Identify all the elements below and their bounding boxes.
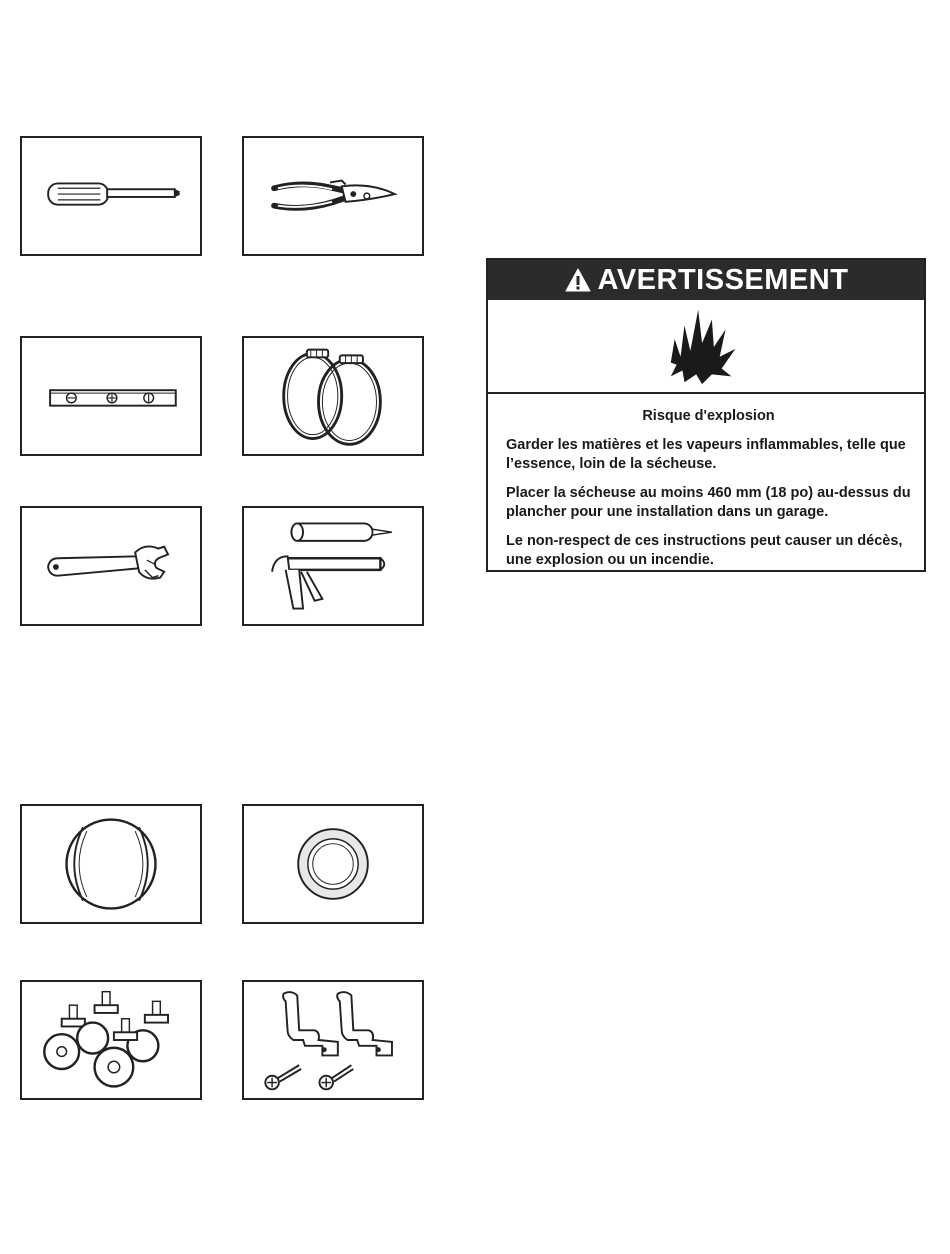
- level-icon: [22, 338, 200, 454]
- warning-title: AVERTISSEMENT: [597, 263, 849, 296]
- tile-level: [20, 336, 202, 456]
- caulking-gun-icon: [244, 508, 422, 624]
- tile-tin-snips: [242, 136, 424, 256]
- adjustable-wrench-icon: [22, 508, 200, 624]
- tile-ring-seal: [242, 804, 424, 924]
- warning-header: [488, 260, 924, 300]
- casters-icon: [22, 982, 200, 1098]
- tile-caulking-gun: [242, 506, 424, 626]
- warning-body: [506, 408, 911, 580]
- tile-casters: [20, 980, 202, 1100]
- tile-duct-clamps: [242, 336, 424, 456]
- tile-adjustable-wrench: [20, 506, 202, 626]
- warning-paragraph: Garder les matières et les vapeurs inflammables, telle que l’essence, loin de la sécheuse.: [506, 437, 906, 472]
- screwdriver-icon: [22, 138, 200, 254]
- warning-heading: Risque d'explosion: [642, 408, 775, 424]
- brackets-screws-icon: [244, 982, 422, 1098]
- explosion-symbol-area: [488, 300, 924, 394]
- warning-paragraph: Placer la sécheuse au moins 460 mm (18 po) au-dessus du plancher pour une installation dans un garage.: [506, 485, 911, 520]
- explosion-icon: [488, 300, 924, 392]
- warning-box: [486, 258, 926, 572]
- duct-clamps-icon: [244, 338, 422, 454]
- tile-knob: [20, 804, 202, 924]
- tile-screwdriver: [20, 136, 202, 256]
- tin-snips-icon: [244, 138, 422, 254]
- warning-triangle-icon: [564, 267, 592, 293]
- knob-icon: [22, 806, 200, 922]
- warning-paragraph: Le non-respect de ces instructions peut causer un décès, une explosion ou un incendie.: [506, 533, 903, 568]
- tile-brackets-screws: [242, 980, 424, 1100]
- ring-seal-icon: [244, 806, 422, 922]
